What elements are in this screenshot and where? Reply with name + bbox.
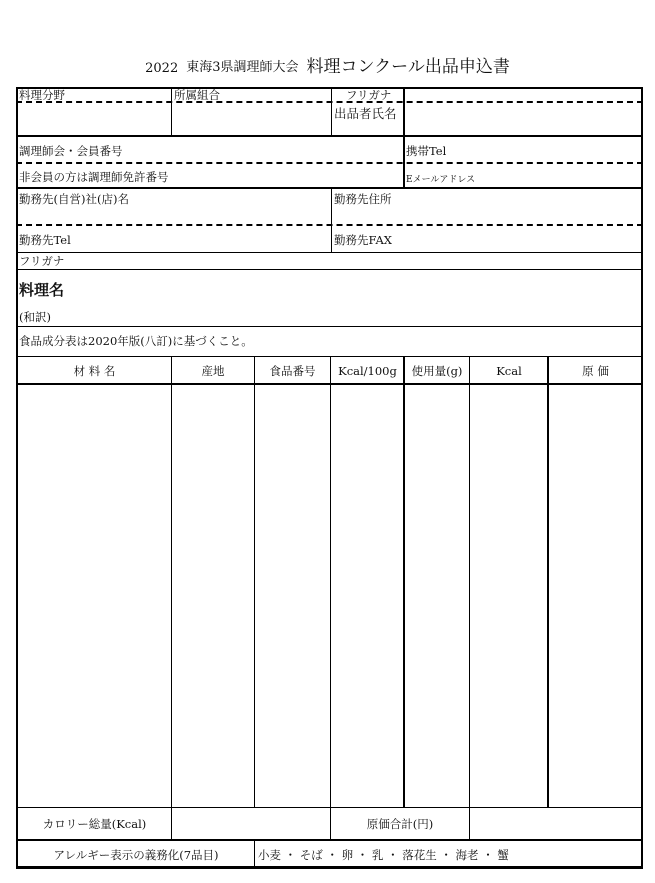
divider bbox=[16, 326, 643, 327]
total-cost-field[interactable] bbox=[471, 809, 641, 838]
dish-name-label: 料理名 bbox=[19, 281, 65, 299]
translation-label: (和訳) bbox=[19, 310, 51, 324]
col-header-ingredient: 材 料 名 bbox=[73, 364, 116, 378]
divider bbox=[403, 357, 405, 807]
license-number-field[interactable] bbox=[200, 165, 400, 185]
dish-furigana-label: フリガナ bbox=[19, 254, 65, 268]
furigana-field[interactable] bbox=[406, 88, 642, 100]
divider bbox=[16, 162, 643, 164]
dish-name-field[interactable] bbox=[70, 276, 640, 302]
total-cost-label: 原価合計(円) bbox=[366, 817, 434, 831]
divider bbox=[331, 87, 332, 136]
category-label: 料理分野 bbox=[19, 88, 65, 102]
divider bbox=[16, 807, 643, 808]
email-field[interactable] bbox=[480, 165, 640, 185]
workplace-address-label: 勤務先住所 bbox=[334, 192, 392, 206]
divider bbox=[171, 87, 172, 136]
food-composition-note: 食品成分表は2020年版(八訂)に基づくこと。 bbox=[19, 334, 253, 348]
association-field[interactable] bbox=[173, 103, 330, 135]
workplace-name-field[interactable] bbox=[18, 207, 328, 223]
divider bbox=[547, 357, 549, 807]
divider bbox=[16, 224, 643, 226]
total-calories-field[interactable] bbox=[173, 809, 329, 838]
kcal-per-100g-column[interactable] bbox=[332, 386, 402, 806]
divider bbox=[16, 135, 643, 137]
workplace-tel-field[interactable] bbox=[80, 228, 328, 250]
translation-field[interactable] bbox=[60, 306, 640, 324]
workplace-address-field[interactable] bbox=[334, 207, 640, 223]
allergy-items: 小麦 ・ そば ・ 卵 ・ 乳 ・ 落花生 ・ 海老 ・ 蟹 bbox=[258, 848, 509, 862]
mobile-tel-label: 携帯Tel bbox=[406, 144, 447, 158]
workplace-fax-field[interactable] bbox=[400, 228, 640, 250]
title-main: 料理コンクール出品申込書 bbox=[306, 57, 510, 77]
col-header-amount: 使用量(g) bbox=[411, 364, 463, 378]
workplace-name-label: 勤務先(自営)社(店)名 bbox=[19, 192, 129, 206]
cost-column[interactable] bbox=[550, 386, 641, 806]
col-header-origin: 産地 bbox=[201, 364, 225, 378]
association-label: 所属組合 bbox=[174, 88, 220, 102]
applicant-name-field[interactable] bbox=[406, 103, 642, 135]
allergy-label: アレルギー表示の義務化(7品目) bbox=[53, 848, 219, 862]
member-number-label: 調理師会・会員番号 bbox=[19, 144, 123, 158]
divider bbox=[171, 357, 172, 839]
divider bbox=[16, 252, 643, 253]
form-title bbox=[0, 52, 655, 77]
license-number-label: 非会員の方は調理師免許番号 bbox=[19, 170, 169, 184]
food-number-column[interactable] bbox=[256, 386, 329, 806]
kcal-column[interactable] bbox=[471, 386, 546, 806]
dish-furigana-field[interactable] bbox=[70, 254, 640, 268]
divider bbox=[16, 187, 643, 189]
member-number-field[interactable] bbox=[160, 138, 400, 161]
category-field[interactable] bbox=[18, 103, 170, 135]
email-label: Eメールアドレス bbox=[406, 175, 476, 185]
applicant-name-label: 出品者氏名 bbox=[334, 106, 397, 121]
divider bbox=[254, 357, 255, 807]
mobile-tel-field[interactable] bbox=[450, 138, 640, 161]
amount-column[interactable] bbox=[406, 386, 468, 806]
title-year: 2022 bbox=[145, 61, 179, 76]
col-header-cost: 原 価 bbox=[582, 364, 609, 378]
col-header-kcal: Kcal bbox=[496, 364, 522, 378]
divider bbox=[469, 357, 470, 839]
divider bbox=[16, 839, 643, 841]
ingredient-name-column[interactable] bbox=[18, 386, 170, 806]
origin-column[interactable] bbox=[173, 386, 253, 806]
divider bbox=[16, 269, 643, 270]
workplace-tel-label: 勤務先Tel bbox=[19, 233, 71, 247]
title-organizer: 東海3県調理師大会 bbox=[186, 60, 299, 75]
col-header-food-number: 食品番号 bbox=[269, 364, 316, 378]
total-calories-label: カロリー総量(Kcal) bbox=[42, 817, 147, 831]
divider bbox=[331, 188, 332, 253]
furigana-label: フリガナ bbox=[346, 88, 392, 102]
divider bbox=[254, 840, 255, 869]
workplace-fax-label: 勤務先FAX bbox=[334, 233, 392, 247]
divider bbox=[330, 357, 331, 839]
col-header-kcal-per-100g: Kcal/100g bbox=[338, 364, 397, 378]
divider bbox=[403, 87, 405, 136]
